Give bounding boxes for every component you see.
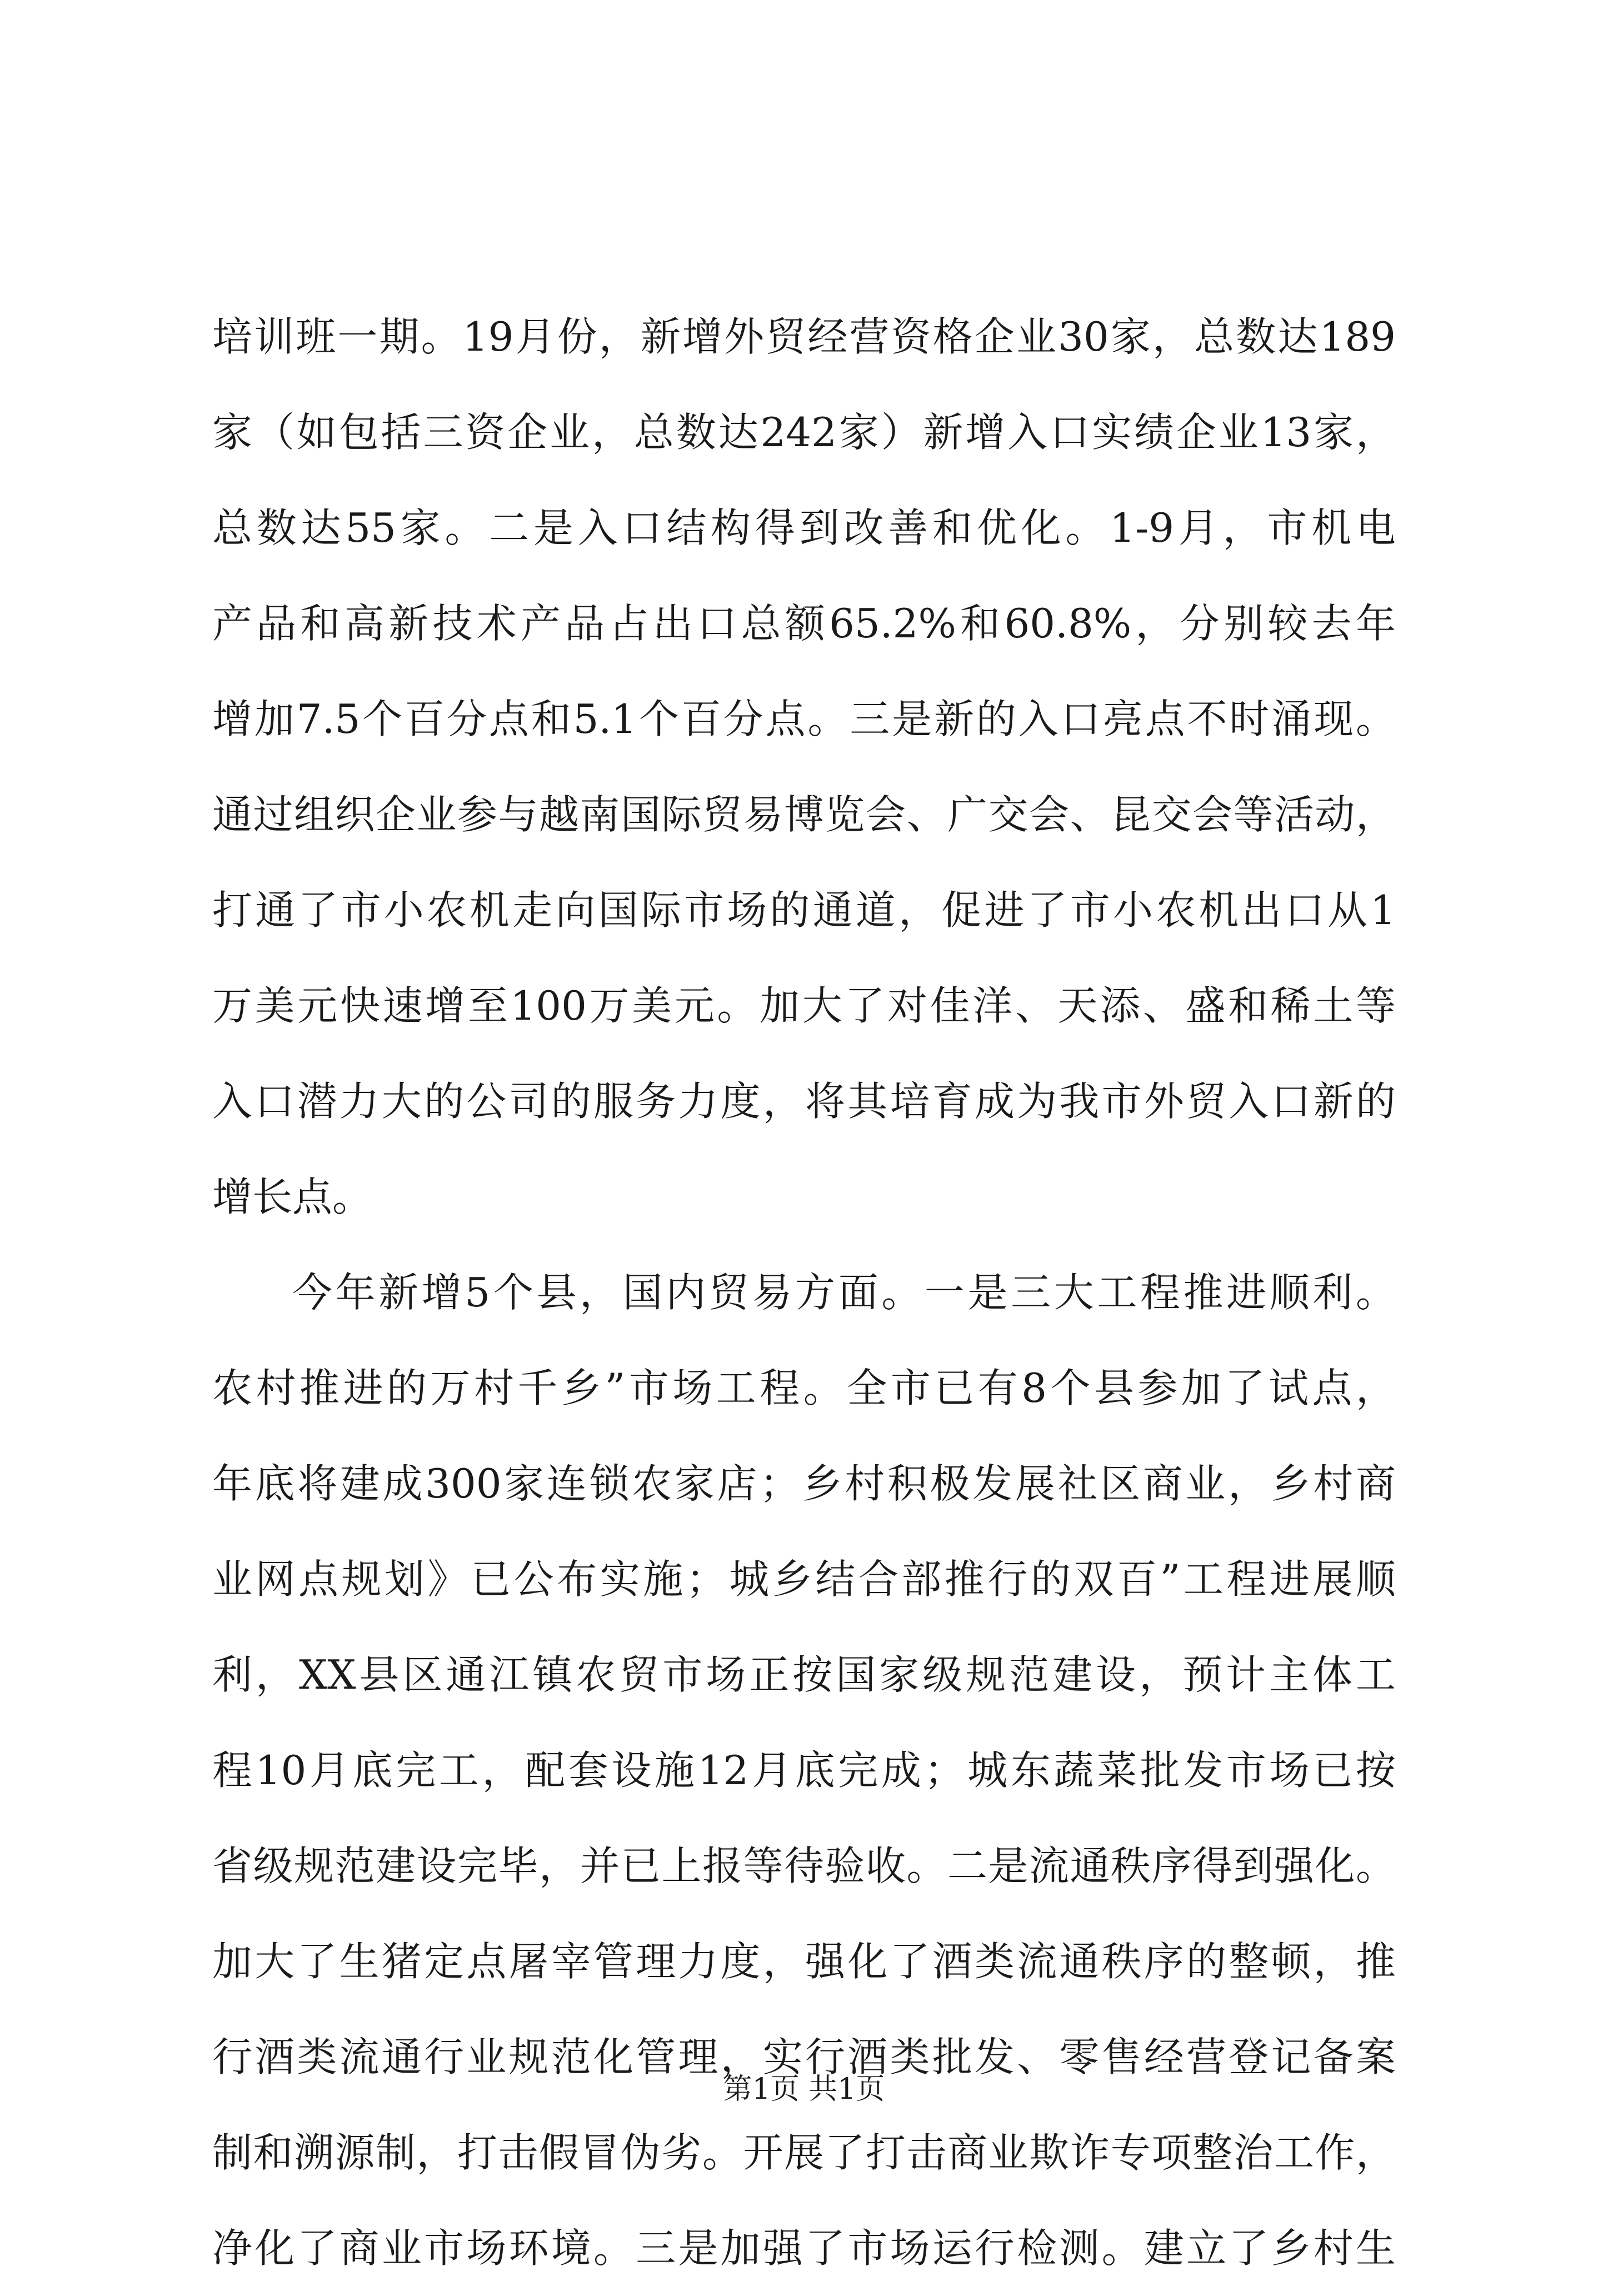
- text-line: 业网点规划》已公布实施；城乡结合部推行的双百”工程进展顺: [212, 1556, 1396, 1603]
- text-line: 农村推进的万村千乡”市场工程。全市已有8个县参加了试点，: [212, 1365, 1396, 1411]
- text-line: 培训班一期。19月份，新增外贸经营资格企业30家，总数达189: [212, 313, 1396, 360]
- text-line: 万美元快速增至100万美元。加大了对佳洋、天添、盛和稀土等: [212, 982, 1396, 1029]
- text-line: 增长点。: [212, 1174, 373, 1220]
- paragraph-first-line: 今年新增5个县，国内贸易方面。一是三大工程推进顺利。: [292, 1269, 1396, 1316]
- text-line: 制和溯源制，打击假冒伪劣。开展了打击商业欺诈专项整治工作，: [212, 2129, 1396, 2176]
- text-line: 打通了市小农机走向国际市场的通道，促进了市小农机出口从1: [212, 887, 1396, 934]
- text-line: 行酒类流通行业规范化管理，实行酒类批发、零售经营登记备案: [212, 2034, 1396, 2080]
- text-line: 省级规范建设完毕，并已上报等待验收。二是流通秩序得到强化。: [212, 1843, 1396, 1889]
- text-line: 增加7.5个百分点和5.1个百分点。三是新的入口亮点不时涌现。: [212, 696, 1396, 742]
- text-line: 利，XX县区通江镇农贸市场正按国家级规范建设，预计主体工: [212, 1651, 1396, 1698]
- text-line: 入口潜力大的公司的服务力度，将其培育成为我市外贸入口新的: [212, 1078, 1396, 1125]
- text-line: 加大了生猪定点屠宰管理力度，强化了酒类流通秩序的整顿，推: [212, 1938, 1396, 1985]
- text-line: 家（如包括三资企业，总数达242家）新增入口实绩企业13家，: [212, 409, 1396, 456]
- text-line: 净化了商业市场环境。三是加强了市场运行检测。建立了乡村生: [212, 2225, 1396, 2272]
- text-line: 通过组织企业参与越南国际贸易博览会、广交会、昆交会等活动，: [212, 791, 1396, 838]
- text-line: 年底将建成300家连锁农家店；乡村积极发展社区商业，乡村商: [212, 1460, 1396, 1507]
- text-line: 总数达55家。二是入口结构得到改善和优化。1-9月，市机电: [212, 505, 1396, 551]
- body-text: [212, 289, 1396, 2296]
- page-footer: 第1页 共1页: [723, 2073, 885, 2106]
- text-line: 程10月底完工，配套设施12月底完成；城东蔬菜批发市场已按: [212, 1747, 1396, 1794]
- text-line: 产品和高新技术产品占出口总额65.2%和60.8%，分别较去年: [212, 600, 1396, 647]
